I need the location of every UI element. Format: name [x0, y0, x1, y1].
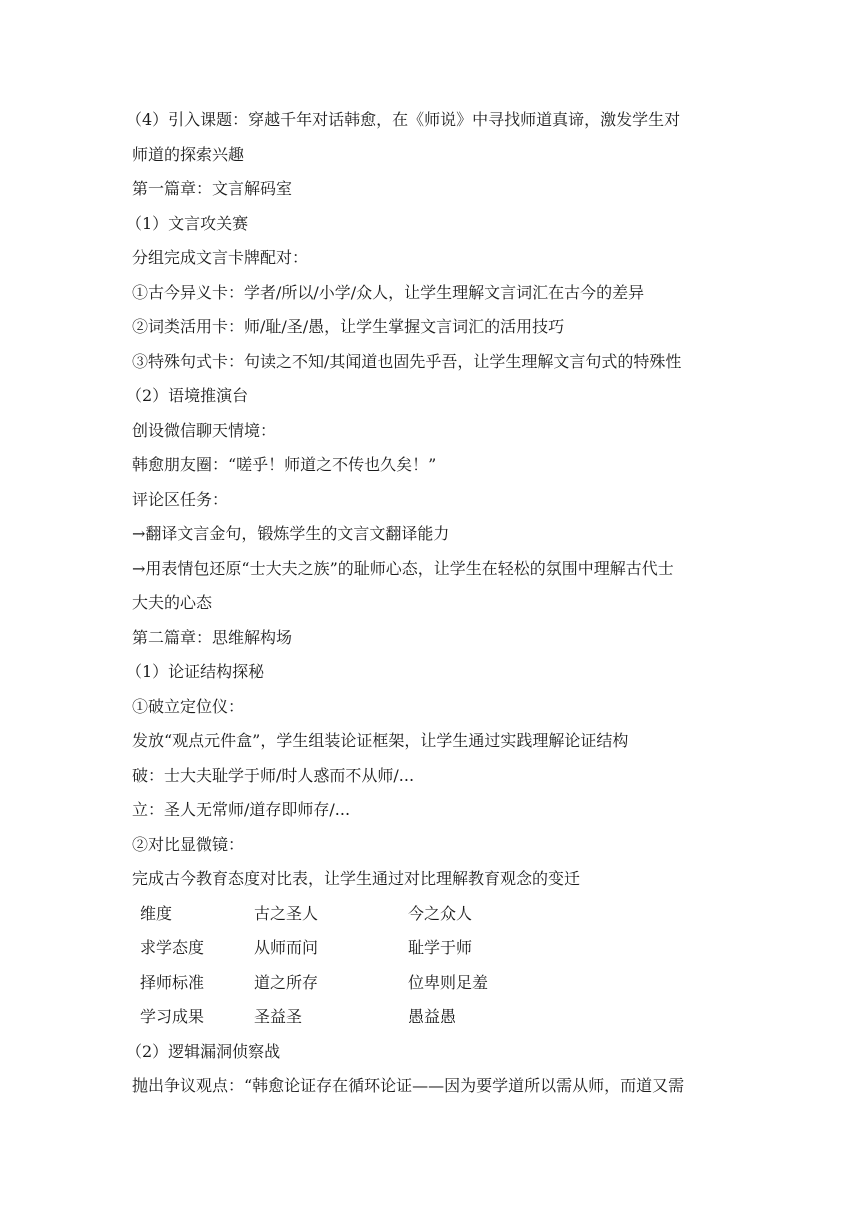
chapter-heading-2: 第二篇章：思维解构场: [132, 627, 293, 647]
table-row: [132, 1000, 732, 1035]
document-body: [126, 103, 732, 1104]
table-header-cell: 今之众人: [408, 903, 473, 923]
list-item-special-syntax: ③特殊句式卡：句读之不知/其闻道也固先乎吾，让学生理解文言句式的特殊性: [132, 351, 682, 371]
table-cell: 求学态度: [140, 938, 205, 957]
paragraph-comment-task: 评论区任务：: [132, 489, 229, 509]
paragraph-moments-post: 韩愈朋友圈：“嗟乎！师道之不传也久矣！”: [132, 455, 437, 474]
list-item-translate: →翻译文言金句，锻炼学生的文言文翻译能力: [132, 524, 450, 543]
table-cell: 道之所存: [254, 972, 319, 992]
table-header-cell: 古之圣人: [254, 903, 319, 923]
list-item-comparison-microscope: ②对比显微镜：: [132, 834, 245, 854]
paragraph-intro-topic: （4）引入课题：穿越千年对话韩愈，在《师说》中寻找师道真谛，激发学生对: [126, 110, 681, 129]
list-item-word-class: ②词类活用卡：师/耻/圣/愚，让学生掌握文言词汇的活用技巧: [132, 317, 565, 336]
table-header-cell: 维度: [140, 903, 173, 923]
table-cell: 择师标准: [140, 972, 205, 992]
paragraph-intro-topic-cont: 师道的探索兴趣: [132, 144, 245, 164]
paragraph-card-matching: 分组完成文言卡牌配对：: [132, 248, 309, 267]
list-item-break-establish: ①破立定位仪：: [132, 696, 245, 716]
section-heading-1-2: （2）语境推演台: [126, 386, 249, 405]
paragraph-comparison-table-intro: 完成古今教育态度对比表，让学生通过对比理解教育观念的变迁: [132, 869, 581, 888]
table-row: [132, 931, 732, 966]
list-item-emoji: →用表情包还原“士大夫之族”的耻师心态，让学生在轻松的氛围中理解古代士: [132, 558, 674, 578]
section-heading-2-2: （2）逻辑漏洞侦察战: [126, 1041, 281, 1061]
paragraph-establish-points: 立：圣人无常师/道存即师存/...: [132, 800, 351, 819]
section-heading-1-1: （1）文言攻关赛: [126, 213, 249, 233]
table-cell: 愚益愚: [408, 1007, 457, 1026]
table-cell: 从师而问: [254, 938, 319, 957]
table-header-row: [132, 897, 732, 932]
section-heading-2-1: （1）论证结构探秘: [126, 662, 265, 681]
comparison-table: [132, 897, 732, 1035]
table-cell: 圣益圣: [254, 1007, 303, 1026]
table-cell: 耻学于师: [408, 938, 473, 957]
table-cell: 位卑则足羞: [408, 972, 489, 992]
list-item-ancient-modern: ①古今异义卡：学者/所以/小学/众人，让学生理解文言词汇在古今的差异: [132, 282, 645, 302]
chapter-heading-1: 第一篇章：文言解码室: [132, 179, 293, 198]
table-row: [132, 966, 732, 1001]
paragraph-break-points: 破：士大夫耻学于师/时人惑而不从师/...: [132, 765, 415, 785]
table-cell: 学习成果: [140, 1007, 205, 1026]
paragraph-viewpoint-box: 发放“观点元件盒”，学生组装论证框架，让学生通过实践理解论证结构: [132, 731, 629, 750]
list-item-emoji-cont: 大夫的心态: [132, 593, 213, 612]
paragraph-wechat-scenario: 创设微信聊天情境：: [132, 420, 277, 440]
paragraph-controversy: 抛出争议观点：“韩愈论证存在循环论证——因为要学道所以需从师，而道又需: [132, 1076, 685, 1095]
